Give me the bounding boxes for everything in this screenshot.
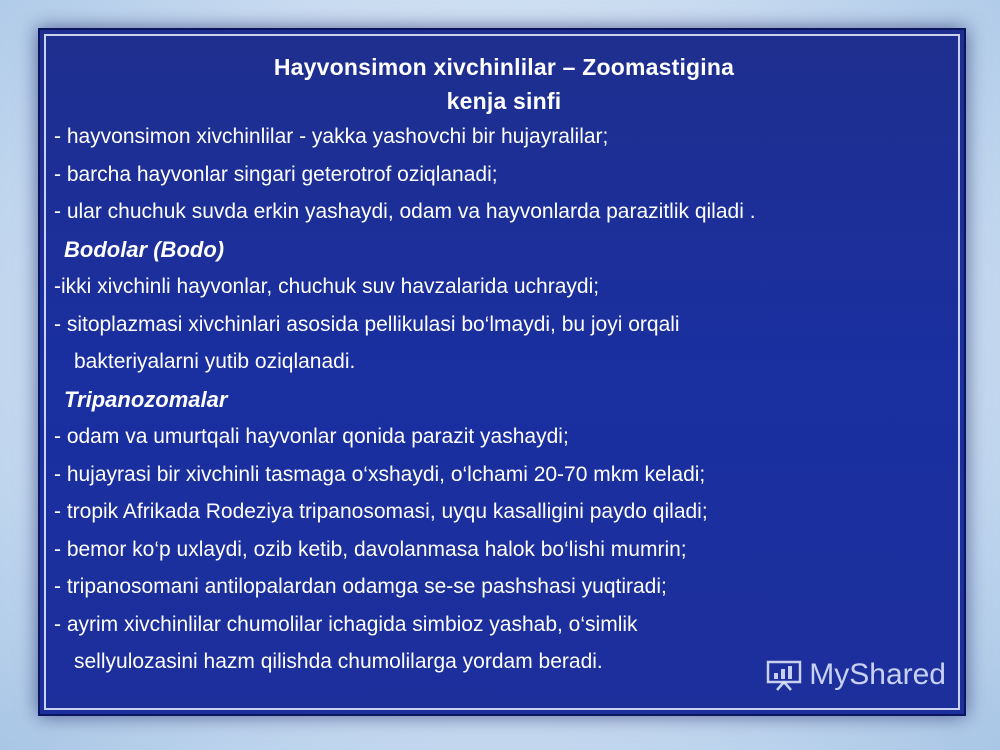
bodolar-line-2: - sitoplazmasi xivchinlari asosida pellikulasi bo‘lmaydi, bu joyi orqali: [54, 312, 680, 336]
slide-content: [54, 50, 954, 681]
presentation-chart-icon: [765, 659, 803, 691]
intro-line-3: - ular chuchuk suvda erkin yashaydi, odam va hayvonlarda parazitlik qiladi .: [54, 200, 756, 223]
watermark-text: MyShared: [809, 658, 946, 691]
section-heading-bodolar: Bodolar (Bodo): [64, 236, 225, 262]
bodolar-line-1: -ikki xivchinli hayvonlar, chuchuk suv havzalarida uchraydi;: [54, 275, 600, 298]
tripanozomalar-line-1: - odam va umurtqali hayvonlar qonida parazit yashaydi;: [54, 425, 569, 448]
tripanozomalar-line-4: - bemor ko‘p uxlaydi, ozib ketib, davolanmasa halok bo‘lishi mumrin;: [54, 537, 687, 561]
tripanozomalar-line-5: - tripanosomani antilopalardan odamga se-se pashshasi yuqtiradi;: [54, 575, 667, 598]
tripanozomalar-line-2: - hujayrasi bir xivchinli tasmaga o‘xshaydi, o‘lchami 20-70 mkm keladi;: [54, 462, 706, 486]
myshared-watermark: [765, 658, 946, 692]
tripanozomalar-line-6-continued: sellyulozasini hazm qilishda chumolilarga yordam beradi.: [74, 650, 603, 673]
tripanozomalar-line-6: - ayrim xivchinlilar chumolilar ichagida simbioz yashab, o‘simlik: [54, 612, 638, 636]
intro-line-1: - hayvonsimon xivchinlilar - yakka yashovchi bir hujayralilar;: [54, 125, 609, 148]
tripanozomalar-line-3: - tropik Afrikada Rodeziya tripanosomasi, uyqu kasalligini paydo qiladi;: [54, 500, 708, 523]
section-heading-tripanozomalar: Tripanozomalar: [64, 386, 228, 412]
bodolar-line-2-continued: bakteriyalarni yutib oziqlanadi.: [74, 350, 356, 373]
slide-title-line-2: kenja sinfi: [446, 88, 562, 114]
intro-line-2: - barcha hayvonlar singari geterotrof oziqlanadi;: [54, 162, 498, 186]
slide: [38, 28, 966, 716]
slide-title-line-1: Hayvonsimon xivchinlilar – Zoomastigina: [273, 54, 735, 80]
